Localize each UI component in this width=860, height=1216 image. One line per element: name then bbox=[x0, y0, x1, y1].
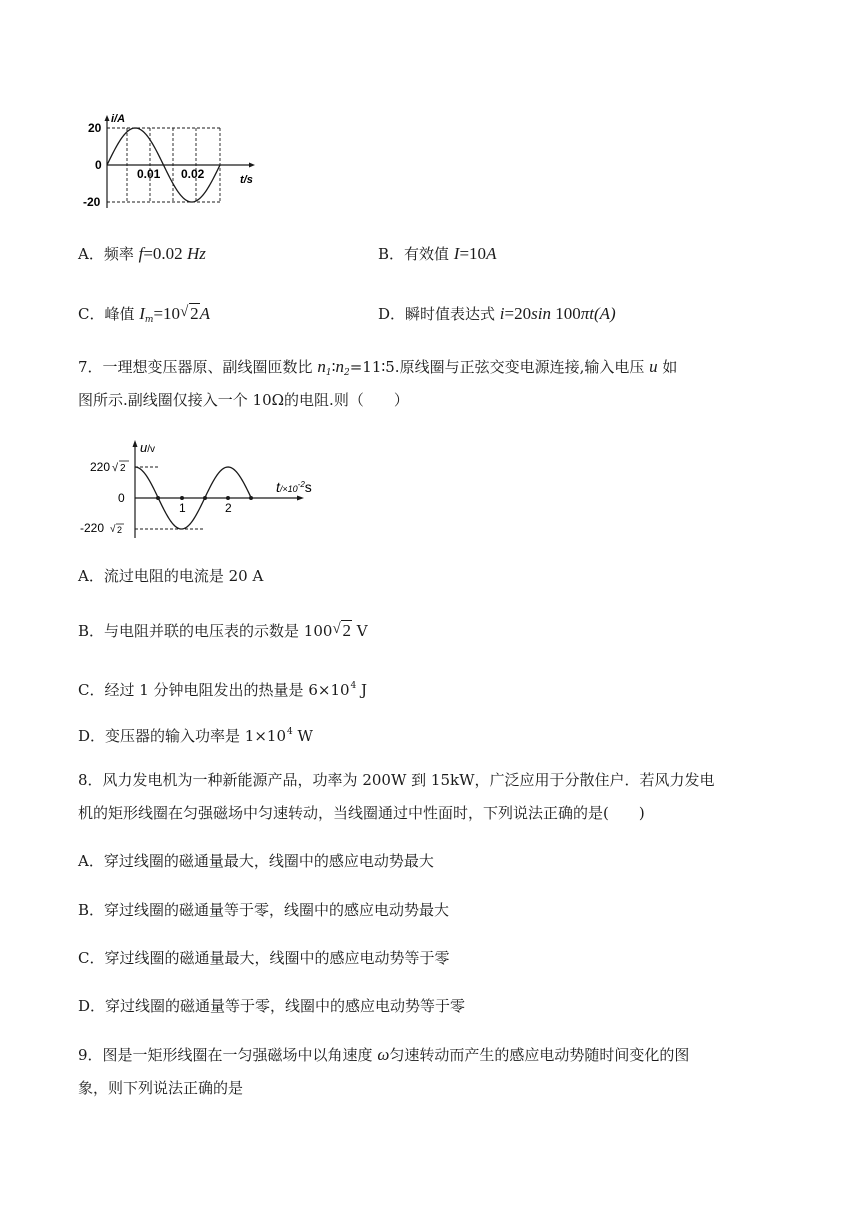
fig2-x-label: $t/\times 10^{-2}s$ bbox=[276, 479, 312, 495]
q7-stem-line2: 图所示.副线圈仅接入一个 10Ω的电阻.则（ ） bbox=[78, 391, 409, 409]
svg-text:√: √ bbox=[112, 462, 119, 474]
q7-option-a: A．流过电阻的电流是 20 A bbox=[78, 567, 264, 585]
current-time-graph bbox=[80, 112, 280, 212]
q8-option-c: C．穿过线圈的磁通量最大，线圈中的感应电动势等于零 bbox=[78, 949, 450, 967]
q6-option-d: D．瞬时值表达式 i=20sin 100πt(A) bbox=[378, 304, 616, 323]
voltage-time-graph bbox=[78, 436, 348, 542]
q8-stem-line2: 机的矩形线圈在匀强磁场中匀速转动，当线圈通过中性面时，下列说法正确的是( ) bbox=[78, 804, 645, 822]
fig2-y-bottom-root: 2 bbox=[117, 525, 123, 535]
sqrt-symbol: √ 2 bbox=[180, 304, 199, 323]
q6-option-c: C．峰值 $I_m=10$ √ 2A bbox=[78, 304, 210, 325]
fig1-x-label: t/s bbox=[240, 174, 253, 186]
q9-stem-line2: 象，则下列说法正确的是 bbox=[78, 1079, 244, 1097]
q6-option-a: A．频率 f=0.02 Hz bbox=[78, 244, 206, 263]
fig2-x-tick-2: 2 bbox=[225, 501, 232, 515]
fig1-y-tick-zero: 0 bbox=[95, 158, 102, 172]
q7-stem-line1: 7．一理想变压器原、副线圈匝数比 $n_1∶n_2=11∶5$.原线圈与正弦交变电源连接,输入电压 u 如 bbox=[78, 357, 678, 378]
q6-option-b: B．有效值 I=10A bbox=[378, 244, 497, 263]
q7-option-c: C．经过 1 分钟电阻发出的热量是 $6\times 10^4$ J bbox=[78, 681, 368, 699]
fig1-x-tick-2: 0.02 bbox=[181, 167, 205, 181]
fig2-y-top: 220 bbox=[90, 460, 111, 474]
sqrt-symbol: √ 2 bbox=[332, 621, 351, 640]
fig1-y-tick-top: 20 bbox=[88, 121, 102, 135]
q7-option-b: B．与电阻并联的电压表的示数是 100 √ 2 V bbox=[78, 621, 368, 640]
q8-option-a: A．穿过线圈的磁通量最大，线圈中的感应电动势最大 bbox=[78, 852, 434, 870]
fig2-y-label: u/v bbox=[140, 440, 156, 455]
fig2-x-tick-1: 1 bbox=[179, 501, 186, 515]
fig2-y-bottom: -220 bbox=[80, 521, 105, 535]
q8-option-b: B．穿过线圈的磁通量等于零，线圈中的感应电动势最大 bbox=[78, 901, 450, 919]
fig2-y-zero: 0 bbox=[118, 491, 125, 505]
fig2-y-top-root: 2 bbox=[120, 463, 126, 474]
q8-option-d: D．穿过线圈的磁通量等于零，线圈中的感应电动势等于零 bbox=[78, 997, 466, 1015]
q8-stem-line1: 8．风力发电机为一种新能源产品，功率为 200W 到 15kW，广泛应用于分散住户．若风力发电 bbox=[78, 771, 715, 789]
svg-text:√: √ bbox=[110, 524, 116, 535]
q7-option-d: D．变压器的输入功率是 $1\times 10^4$ W bbox=[78, 727, 313, 745]
q9-stem-line1: 9．图是一矩形线圈在一匀强磁场中以角速度 ω匀速转动而产生的感应电动势随时间变化的图 bbox=[78, 1045, 690, 1064]
fig1-y-label: i/A bbox=[111, 113, 126, 125]
fig1-x-tick-1: 0.01 bbox=[137, 167, 161, 181]
fig1-y-tick-bottom: -20 bbox=[83, 195, 101, 209]
